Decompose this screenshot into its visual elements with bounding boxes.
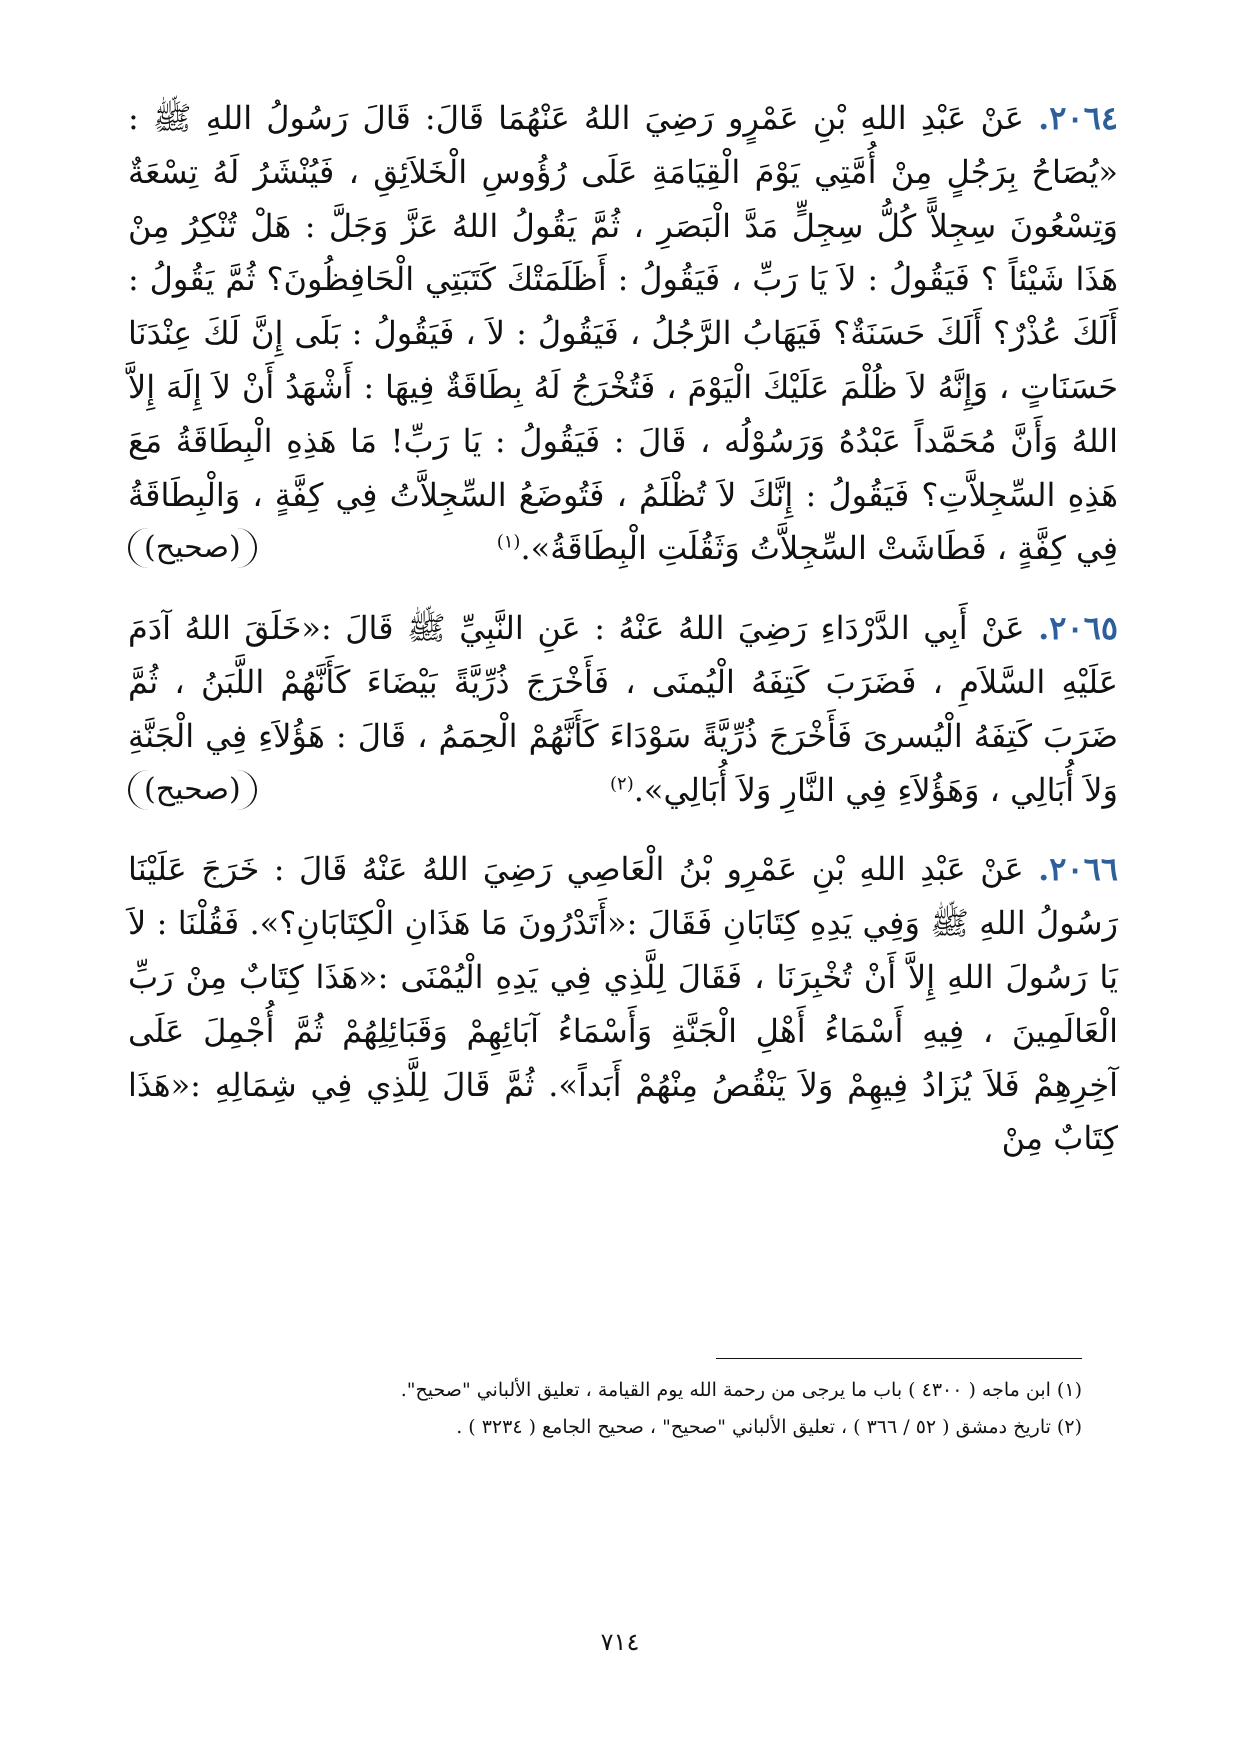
footnote-divider — [716, 1358, 1082, 1359]
footnote-2: (٢) تاريخ دمشق ( ٥٢ / ٣٦٦ ) ، تعليق الألباني "صحيح" ، صحيح الجامع ( ٣٢٣٤ ) . — [456, 1416, 1082, 1438]
hadith-2066 — [128, 843, 1118, 1166]
footnotes — [140, 1372, 1082, 1446]
footnote-mark[interactable]: (١) — [496, 531, 521, 553]
footnote-mark[interactable]: (٢) — [610, 772, 634, 794]
hadith-number: ٢٠٦٦. — [1038, 850, 1119, 889]
hadith-text: عَنْ أَبِي الدَّرْدَاءِ رَضِيَ اللهُ عَنْهُ : عَنِ النَّبِيِّ ﷺ قَالَ :«خَلَقَ اللهُ آدَمَ عَلَيْهِ السَّلاَمِ ، فَضَرَبَ كَتِفَهُ الْيُمنَى ، فَأَخْرَجَ ذُرِّيَّةً بَيْضَاءَ كَأَنَّهُمْ اللَّبَنُ ، ثُمَّ ضَرَبَ كَتِفَهُ الْيُسرىَ فَأَخْرَجَ ذُرِّيَّةً سَوْدَاءَ كَأَنَّهُمْ الْحِمَمُ ، قَالَ : هَؤُلاَءِ فِي الْجَنَّةِ وَلاَ أُبَالِي ، وَهَؤُلاَءِ فِي النَّارِ وَلاَ أُبَالِي». — [128, 609, 1118, 809]
page-body — [128, 92, 1118, 1166]
hadith-number: ٢٠٦٤. — [1038, 99, 1119, 137]
grade-badge: (صحيح) — [128, 770, 257, 810]
grade-badge: (صحيح) — [128, 528, 257, 568]
hadith-number: ٢٠٦٥. — [1038, 609, 1119, 648]
hadith-text: عَنْ عَبْدِ اللهِ بْنِ عَمْرٍو رَضِيَ اللهُ عَنْهُمَا قَالَ: قَالَ رَسُولُ اللهِ ﷺ : «يُصَاحُ بِرَجُلٍ مِنْ أُمَّتِي يَوْمَ الْقِيَامَةِ عَلَى رُؤُوسِ الْخَلاَئِقِ ، فَيُنْشَرُ لَهُ تِسْعَةٌ وَتِسْعُونَ سِجِلاًّ كُلُّ سِجِلٍّ مَدَّ الْبَصَرِ ، ثُمَّ يَقُولُ اللهُ عَزَّ وَجَلَّ : هَلْ تُنْكِرُ مِنْ هَذَا شَيْئاً ؟ فَيَقُولُ : لاَ يَا رَبِّ ، فَيَقُولُ : أَظَلَمَتْكَ كَتَبَتِي الْحَافِظُونَ؟ ثُمَّ يَقُولُ : أَلَكَ عُذْرٌ؟ أَلَكَ حَسَنَةٌ؟ فَيَهَابُ الرَّجُلُ ، فَيَقُولُ : لاَ ، فَيَقُولُ : بَلَى إِنَّ لَكَ عِنْدَنَا حَسَنَاتٍ ، وَإِنَّهُ لاَ ظُلْمَ عَلَيْكَ الْيَوْمَ ، فَتُخْرَجُ لَهُ بِطَاقَةٌ فِيهَا : أَشْهَدُ أَنْ لاَ إِلَهَ إِلاَّ اللهُ وَأَنَّ مُحَمَّداً عَبْدُهُ وَرَسُوْلُه ، قَالَ : فَيَقُولُ : يَا رَبِّ! مَا هَذِهِ الْبِطَاقَةُ مَعَ هَذِهِ السِّجِلاَّتِ؟ فَيَقُولُ : إِنَّكَ لاَ تُظْلَمُ ، فَتُوضَعُ السِّجِلاَّتُ فِي كِفَّةٍ ، وَالْبِطَاقَةُ فِي كِفَّةٍ ، فَطَاشَتْ السِّجِلاَّتُ وَثَقُلَتِ الْبِطَاقَةُ». — [128, 99, 1119, 568]
hadith-text: عَنْ عَبْدِ اللهِ بْنِ عَمْرِو بْنُ الْعَاصِي رَضِيَ اللهُ عَنْهُ قَالَ : خَرَجَ عَلَيْنَا رَسُولُ اللهِ ﷺ وَفِي يَدِهِ كِتَابَانِ فَقَالَ :«أَتَدْرُونَ مَا هَذَانِ الْكِتَابَانِ؟». فَقُلْنَا : لاَ يَا رَسُولَ اللهِ إِلاَّ أَنْ تُخْبِرَنَا ، فَقَالَ لِلَّذِي فِي يَدِهِ الْيُمْنَى :«هَذَا كِتَابٌ مِنْ رَبِّ الْعَالَمِينَ ، فِيهِ أَسْمَاءُ أَهْلِ الْجَنَّةِ وَأَسْمَاءُ آبَائِهِمْ وَقَبَائِلِهُمْ ثُمَّ أُجْمِلَ عَلَى آخِرِهِمْ فَلاَ يُزَادُ فِيهِمْ وَلاَ يَنْقُصُ مِنْهُمْ أَبَداً». ثُمَّ قَالَ لِلَّذِي فِي شِمَالِهِ :«هَذَا كِتَابٌ مِنْ — [128, 850, 1118, 1158]
page-number: ٧١٤ — [600, 1628, 640, 1656]
footnote-1: (١) ابن ماجه ( ٤٣٠٠ ) باب ما يرجى من رحمة الله يوم القيامة ، تعليق الألباني "صحيح". — [400, 1379, 1082, 1401]
hadith-2064 — [128, 92, 1118, 576]
hadith-2065 — [128, 602, 1118, 817]
